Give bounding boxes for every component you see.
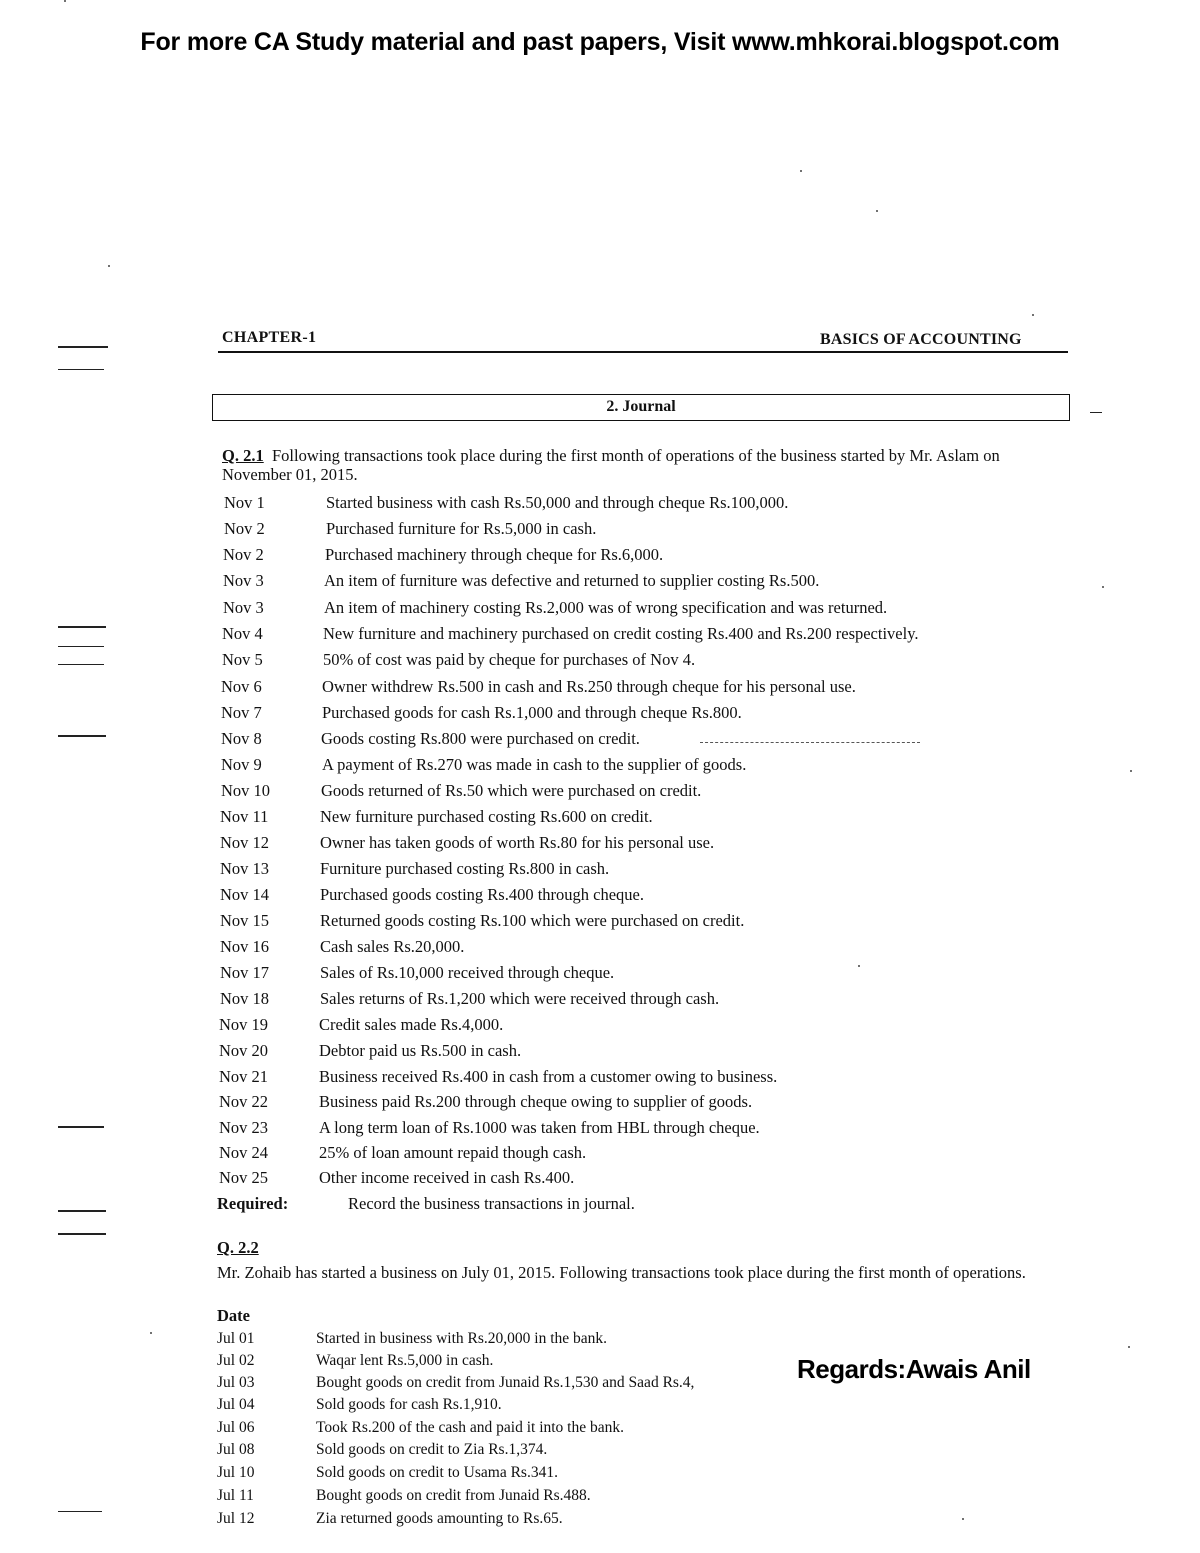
question-text: Following transactions took place during the first month of operations of the business started by Mr. Aslam on November 01, 2015. bbox=[222, 446, 1000, 484]
question-number: Q. 2.1 bbox=[222, 446, 264, 465]
scan-dot bbox=[858, 965, 860, 967]
transaction-text: New furniture and machinery purchased on credit costing Rs.400 and Rs.200 respectively. bbox=[323, 624, 919, 643]
transaction-date: Jul 11 bbox=[217, 1487, 254, 1504]
transaction-date: Nov 3 bbox=[223, 571, 264, 590]
scan-mark bbox=[58, 664, 104, 665]
site-banner: For more CA Study material and past papers, Visit www.mhkorai.blogspot.com bbox=[140, 28, 1060, 56]
scan-dot bbox=[962, 1518, 964, 1520]
transaction-text: Business paid Rs.200 through cheque owing to supplier of goods. bbox=[319, 1092, 753, 1111]
transaction-text: New furniture purchased costing Rs.600 on credit. bbox=[320, 807, 653, 826]
scan-mark bbox=[58, 1511, 102, 1512]
transaction-text: Took Rs.200 of the cash and paid it into the bank. bbox=[316, 1419, 625, 1436]
transaction-date: Nov 7 bbox=[221, 703, 262, 722]
scan-mark bbox=[58, 626, 106, 628]
transaction-date: Nov 19 bbox=[219, 1015, 269, 1034]
transaction-text: Other income received in cash Rs.400. bbox=[319, 1168, 575, 1187]
transaction-text: Sold goods for cash Rs.1,910. bbox=[316, 1396, 502, 1413]
transaction-date: Nov 15 bbox=[220, 911, 270, 930]
scan-mark bbox=[58, 1126, 104, 1128]
scan-dot bbox=[108, 265, 110, 267]
transaction-date: Nov 16 bbox=[220, 937, 270, 956]
transaction-text: Owner has taken goods of worth Rs.80 for his personal use. bbox=[320, 833, 715, 852]
transaction-date: Nov 3 bbox=[223, 598, 264, 617]
transaction-date: Nov 2 bbox=[223, 545, 264, 564]
transaction-text: An item of furniture was defective and returned to supplier costing Rs.500. bbox=[324, 571, 820, 590]
section-title-box bbox=[212, 394, 1070, 421]
section-title: 2. Journal bbox=[606, 398, 676, 415]
transaction-text: Purchased machinery through cheque for Rs.6,000. bbox=[325, 545, 664, 564]
chapter-label: CHAPTER-1 bbox=[222, 329, 317, 346]
required-text: Record the business transactions in journal. bbox=[348, 1194, 635, 1213]
transaction-text: Sales of Rs.10,000 received through cheque. bbox=[320, 963, 615, 982]
transaction-text: Sold goods on credit to Usama Rs.341. bbox=[316, 1464, 558, 1481]
transaction-text: Bought goods on credit from Junaid Rs.1,530 and Saad Rs.4, bbox=[316, 1374, 695, 1391]
transaction-date: Nov 23 bbox=[219, 1118, 269, 1137]
transaction-text: An item of machinery costing Rs.2,000 was of wrong specification and was returned. bbox=[324, 598, 888, 617]
transaction-date: Nov 20 bbox=[219, 1041, 269, 1060]
transaction-text: Purchased goods costing Rs.400 through cheque. bbox=[320, 885, 644, 904]
scan-mark bbox=[58, 346, 108, 348]
date-column-header: Date bbox=[217, 1306, 250, 1325]
scan-dot bbox=[150, 1332, 152, 1334]
transaction-text: Sales returns of Rs.1,200 which were received through cash. bbox=[320, 989, 720, 1008]
transaction-date: Nov 24 bbox=[219, 1143, 269, 1162]
transaction-date: Jul 12 bbox=[217, 1510, 255, 1527]
transaction-date: Jul 10 bbox=[217, 1464, 255, 1481]
transaction-date: Nov 1 bbox=[224, 493, 265, 512]
watermark-stamp: Regards:Awais Anil bbox=[797, 1354, 1031, 1384]
scan-dot bbox=[800, 170, 802, 172]
transaction-date: Nov 13 bbox=[220, 859, 270, 878]
header-rule bbox=[218, 351, 1068, 353]
transaction-date: Nov 22 bbox=[219, 1092, 269, 1111]
chapter-subject: BASICS OF ACCOUNTING bbox=[820, 331, 1022, 348]
transaction-text: Sold goods on credit to Zia Rs.1,374. bbox=[316, 1441, 548, 1458]
transaction-text: A payment of Rs.270 was made in cash to the supplier of goods. bbox=[322, 755, 747, 774]
transaction-text: A long term loan of Rs.1000 was taken from HBL through cheque. bbox=[319, 1118, 760, 1137]
scan-mark bbox=[58, 646, 104, 647]
transaction-date: Nov 4 bbox=[222, 624, 263, 643]
transaction-date: Jul 08 bbox=[217, 1441, 255, 1458]
question-text: Mr. Zohaib has started a business on July 01, 2015. Following transactions took place during the first month of operations. bbox=[217, 1263, 1026, 1282]
transaction-date: Nov 25 bbox=[219, 1168, 269, 1187]
transaction-date: Nov 8 bbox=[221, 729, 262, 748]
transaction-text: 25% of loan amount repaid though cash. bbox=[319, 1143, 587, 1162]
transaction-text: Started business with cash Rs.50,000 and through cheque Rs.100,000. bbox=[326, 493, 789, 512]
transaction-text: Owner withdrew Rs.500 in cash and Rs.250 through cheque for his personal use. bbox=[322, 677, 856, 696]
scan-dot bbox=[876, 210, 878, 212]
scan-dot bbox=[1102, 586, 1104, 588]
transaction-text: Purchased furniture for Rs.5,000 in cash. bbox=[326, 519, 597, 538]
transaction-date: Nov 18 bbox=[220, 989, 270, 1008]
scan-mark bbox=[1090, 412, 1102, 413]
transaction-date: Nov 10 bbox=[221, 781, 271, 800]
transaction-text: Bought goods on credit from Junaid Rs.488. bbox=[316, 1487, 591, 1504]
scan-dot bbox=[64, 0, 66, 2]
transaction-text: Returned goods costing Rs.100 which were purchased on credit. bbox=[320, 911, 745, 930]
transaction-date: Nov 14 bbox=[220, 885, 270, 904]
transaction-date: Nov 2 bbox=[224, 519, 265, 538]
transaction-text: Cash sales Rs.20,000. bbox=[320, 937, 465, 956]
scan-dash bbox=[700, 742, 920, 743]
transaction-date: Jul 03 bbox=[217, 1374, 255, 1391]
question-intro bbox=[222, 446, 1067, 484]
scan-dot bbox=[1032, 314, 1034, 316]
transaction-text: Debtor paid us Rs.500 in cash. bbox=[319, 1041, 522, 1060]
transaction-text: 50% of cost was paid by cheque for purchases of Nov 4. bbox=[323, 650, 696, 669]
transaction-text: Zia returned goods amounting to Rs.65. bbox=[316, 1510, 563, 1527]
scan-mark bbox=[58, 735, 106, 737]
required-label: Required: bbox=[217, 1194, 289, 1213]
question-number: Q. 2.2 bbox=[217, 1238, 259, 1257]
transaction-date: Jul 04 bbox=[217, 1396, 255, 1413]
scan-dot bbox=[1128, 1346, 1130, 1348]
transaction-text: Purchased goods for cash Rs.1,000 and through cheque Rs.800. bbox=[322, 703, 742, 722]
transaction-date: Nov 17 bbox=[220, 963, 270, 982]
transaction-text: Goods costing Rs.800 were purchased on credit. bbox=[321, 729, 640, 748]
transaction-date: Nov 5 bbox=[222, 650, 263, 669]
transaction-date: Jul 06 bbox=[217, 1419, 255, 1436]
scan-dot bbox=[1130, 770, 1132, 772]
scan-mark bbox=[58, 1233, 106, 1235]
transaction-date: Nov 9 bbox=[221, 755, 262, 774]
transaction-date: Nov 11 bbox=[220, 807, 269, 826]
scan-mark bbox=[58, 1210, 106, 1212]
transaction-date: Nov 6 bbox=[221, 677, 262, 696]
transaction-date: Jul 02 bbox=[217, 1352, 255, 1369]
transaction-text: Waqar lent Rs.5,000 in cash. bbox=[316, 1352, 494, 1369]
transaction-text: Furniture purchased costing Rs.800 in cash. bbox=[320, 859, 610, 878]
transaction-date: Jul 01 bbox=[217, 1330, 255, 1347]
transaction-date: Nov 21 bbox=[219, 1067, 269, 1086]
transaction-text: Business received Rs.400 in cash from a customer owing to business. bbox=[319, 1067, 778, 1086]
transaction-text: Goods returned of Rs.50 which were purchased on credit. bbox=[321, 781, 702, 800]
transaction-date: Nov 12 bbox=[220, 833, 270, 852]
transaction-text: Credit sales made Rs.4,000. bbox=[319, 1015, 504, 1034]
transaction-text: Started in business with Rs.20,000 in the bank. bbox=[316, 1330, 608, 1347]
scan-mark bbox=[58, 369, 104, 370]
